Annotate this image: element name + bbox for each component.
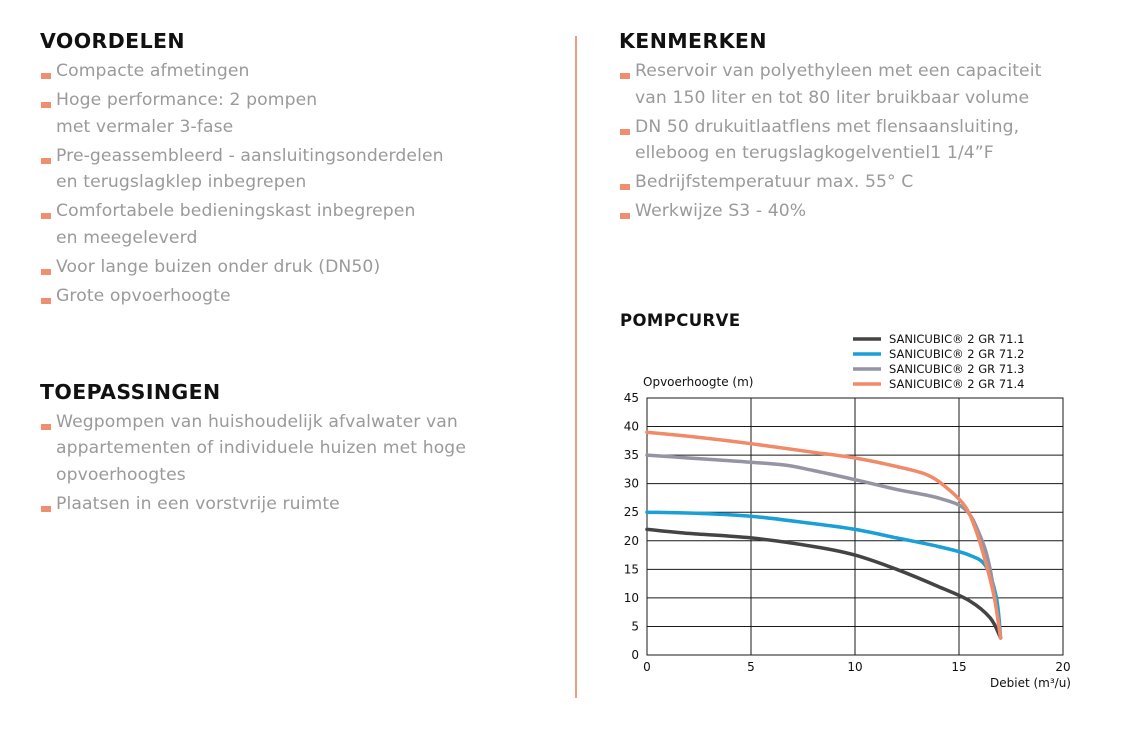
kenmerken-item-line: DN 50 drukuitlaatflens met flensaansluiting, xyxy=(635,116,1020,137)
x-tick-label: 5 xyxy=(747,660,755,674)
bullet-icon xyxy=(41,213,51,219)
kenmerken-item-line: elleboog en terugslagkogelventiel1 1/4”F xyxy=(635,143,994,163)
kenmerken-item xyxy=(619,198,1119,225)
legend-label: SANICUBIC® 2 GR 71.2 xyxy=(889,347,1025,361)
bullet-icon xyxy=(620,184,630,190)
toepassingen-item-line: opvoerhoogtes xyxy=(56,464,186,485)
x-tick-label: 0 xyxy=(643,660,651,674)
right-column xyxy=(619,28,1119,227)
voordelen-item-line: Hoge performance: 2 pompen xyxy=(56,90,318,110)
y-tick-label: 20 xyxy=(623,533,639,548)
bullet-icon xyxy=(41,73,51,79)
toepassingen-heading: TOEPASSINGEN xyxy=(40,379,221,404)
voordelen-item-line: met vermaler 3-fase xyxy=(56,116,234,137)
y-tick-label: 10 xyxy=(623,590,639,605)
toepassingen-item xyxy=(40,491,550,518)
pump-curve-chart xyxy=(600,320,1100,700)
kenmerken-list xyxy=(619,58,1119,225)
kenmerken-item-line: Bedrijfstemperatuur max. 55° C xyxy=(635,172,914,192)
kenmerken-item-line: Werkwijze S3 - 40% xyxy=(635,201,807,221)
bullet-icon xyxy=(41,158,51,164)
voordelen-item xyxy=(40,254,550,281)
y-tick-label: 45 xyxy=(623,391,639,405)
voordelen-item xyxy=(40,87,550,140)
y-tick-label: 30 xyxy=(623,476,639,491)
bullet-icon xyxy=(41,269,51,275)
bullet-icon xyxy=(41,298,51,304)
y-tick-label: 35 xyxy=(623,448,639,463)
legend-label: SANICUBIC® 2 GR 71.4 xyxy=(889,377,1025,391)
voordelen-item-line: Comfortabele bedieningskast inbegrepen xyxy=(56,201,416,221)
bullet-icon xyxy=(620,129,630,135)
x-tick-label: 15 xyxy=(951,660,967,674)
voordelen-item-line: Compacte afmetingen xyxy=(56,61,250,81)
bullet-icon xyxy=(620,73,630,79)
y-tick-label: 5 xyxy=(631,619,639,634)
legend-label: SANICUBIC® 2 GR 71.1 xyxy=(889,332,1025,346)
voordelen-item xyxy=(40,143,550,196)
y-tick-label: 0 xyxy=(631,648,639,662)
kenmerken-item xyxy=(619,114,1119,167)
x-tick-label: 20 xyxy=(1055,660,1071,674)
left-column xyxy=(40,28,550,520)
y-axis-label: Opvoerhoogte (m) xyxy=(643,375,754,389)
kenmerken-item xyxy=(619,58,1119,111)
toepassingen-item xyxy=(40,409,550,489)
toepassingen-item-line: Plaatsen in een vorstvrije ruimte xyxy=(56,493,340,514)
kenmerken-heading: KENMERKEN xyxy=(619,29,767,53)
kenmerken-item xyxy=(619,169,1119,196)
voordelen-item xyxy=(40,198,550,251)
voordelen-item xyxy=(40,58,550,85)
x-axis-label: Debiet (m³/u) xyxy=(990,676,1071,690)
bullet-icon xyxy=(620,213,630,219)
voordelen-item xyxy=(40,283,550,310)
voordelen-heading: VOORDELEN xyxy=(40,29,185,53)
y-tick-label: 25 xyxy=(623,505,639,520)
legend-label: SANICUBIC® 2 GR 71.3 xyxy=(889,362,1025,376)
voordelen-item-line: en terugslagklep inbegrepen xyxy=(56,172,307,192)
toepassingen-item-line: Wegpompen van huishoudelijk afvalwater van xyxy=(56,411,458,432)
bullet-icon xyxy=(41,506,51,512)
voordelen-item-line: Voor lange buizen onder druk (DN50) xyxy=(56,256,381,277)
x-tick-label: 10 xyxy=(847,660,863,674)
column-divider xyxy=(575,36,577,698)
bullet-icon xyxy=(41,102,51,108)
y-tick-label: 15 xyxy=(623,562,639,577)
voordelen-item-line: Pre-geassembleerd - aansluitingsonderdelen xyxy=(56,145,444,166)
voordelen-list xyxy=(40,58,550,309)
chart-title: POMPCURVE xyxy=(620,311,741,330)
kenmerken-item-line: Reservoir van polyethyleen met een capaciteit xyxy=(635,61,1042,81)
bullet-icon xyxy=(41,424,51,430)
voordelen-item-line: Grote opvoerhoogte xyxy=(56,285,231,306)
series-line xyxy=(647,529,1001,638)
series-line xyxy=(647,512,1001,638)
toepassingen-list xyxy=(40,409,550,518)
voordelen-item-line: en meegeleverd xyxy=(56,227,198,248)
y-tick-label: 40 xyxy=(623,419,639,434)
toepassingen-item-line: appartementen of individuele huizen met hoge xyxy=(56,438,466,458)
kenmerken-item-line: van 150 liter en tot 80 liter bruikbaar volume xyxy=(635,87,1030,108)
